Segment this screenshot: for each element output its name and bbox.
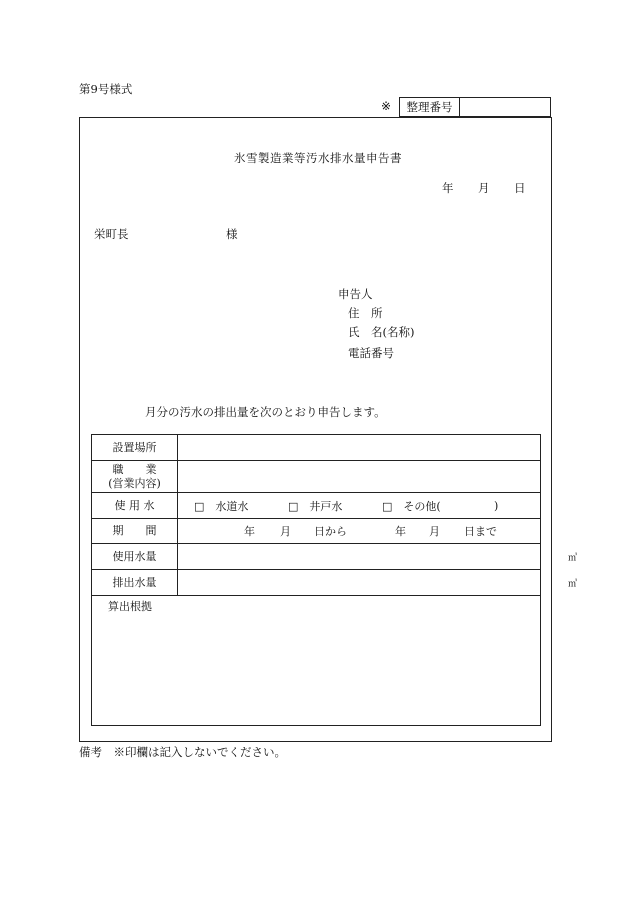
discharge-volume-unit: ㎥ [568, 579, 578, 589]
reference-mark: ※ [381, 99, 392, 113]
occupation-label-line1: 職 業 [112, 462, 157, 476]
declaration-statement: 月分の汚水の排出量を次のとおり申告します。 [145, 405, 386, 419]
table-row [92, 493, 541, 519]
table-row [92, 519, 541, 544]
form-number: 第9号様式 [79, 82, 133, 96]
water-usage-field[interactable] [178, 544, 578, 569]
date-month[interactable]: 月 [478, 181, 490, 195]
reference-number-field[interactable] [460, 98, 550, 116]
remarks-note: 備考 ※印欄は記入しないでください。 [79, 745, 286, 759]
applicant-address-label: 住 所 [348, 306, 383, 320]
water-type-label: 使 用 水 [92, 493, 178, 519]
period-from-day[interactable]: 日から [314, 525, 347, 538]
water-usage-label: 使用水量 [92, 544, 178, 570]
water-usage-unit: ㎥ [568, 553, 578, 563]
calculation-basis-field[interactable] [92, 596, 541, 726]
discharge-volume-field[interactable] [178, 570, 578, 595]
date-year[interactable]: 年 [442, 181, 454, 195]
period-to-year[interactable]: 年 [395, 525, 406, 538]
location-field[interactable] [178, 435, 541, 461]
detail-table [91, 434, 578, 726]
period-to-day[interactable]: 日まで [464, 525, 497, 538]
applicant-phone-label: 電話番号 [348, 346, 394, 360]
calculation-basis-label: 算出根拠 [108, 600, 152, 613]
document-title: 氷雪製造業等汚水排水量申告書 [234, 151, 402, 165]
table-row [92, 570, 541, 596]
table-row [92, 596, 541, 726]
water-option-other-close: ) [494, 499, 499, 512]
table-row [92, 461, 541, 493]
period-from-year[interactable]: 年 [244, 525, 255, 538]
reference-number-box [399, 97, 551, 117]
addressee: 栄町長 [94, 227, 129, 241]
table-row [92, 435, 541, 461]
period-to-month[interactable]: 月 [429, 525, 440, 538]
period-from-month[interactable]: 月 [280, 525, 291, 538]
occupation-field[interactable] [178, 461, 541, 493]
addressee-honorific: 様 [226, 227, 238, 241]
table-row [92, 544, 541, 570]
date-day[interactable]: 日 [514, 181, 526, 195]
location-label: 設置場所 [92, 435, 178, 461]
occupation-label [92, 461, 178, 493]
period-label: 期 間 [92, 519, 178, 544]
discharge-volume-label: 排出水量 [92, 570, 178, 596]
water-option-other[interactable]: □ その他( [382, 499, 441, 513]
water-option-tap[interactable]: □ 水道水 [194, 499, 249, 513]
applicant-name-label: 氏 名(名称) [348, 325, 415, 339]
water-option-well[interactable]: □ 井戸水 [288, 499, 343, 513]
occupation-label-line2: (営業内容) [108, 476, 161, 490]
applicant-label: 申告人 [338, 287, 373, 301]
reference-number-label: 整理番号 [400, 98, 460, 116]
